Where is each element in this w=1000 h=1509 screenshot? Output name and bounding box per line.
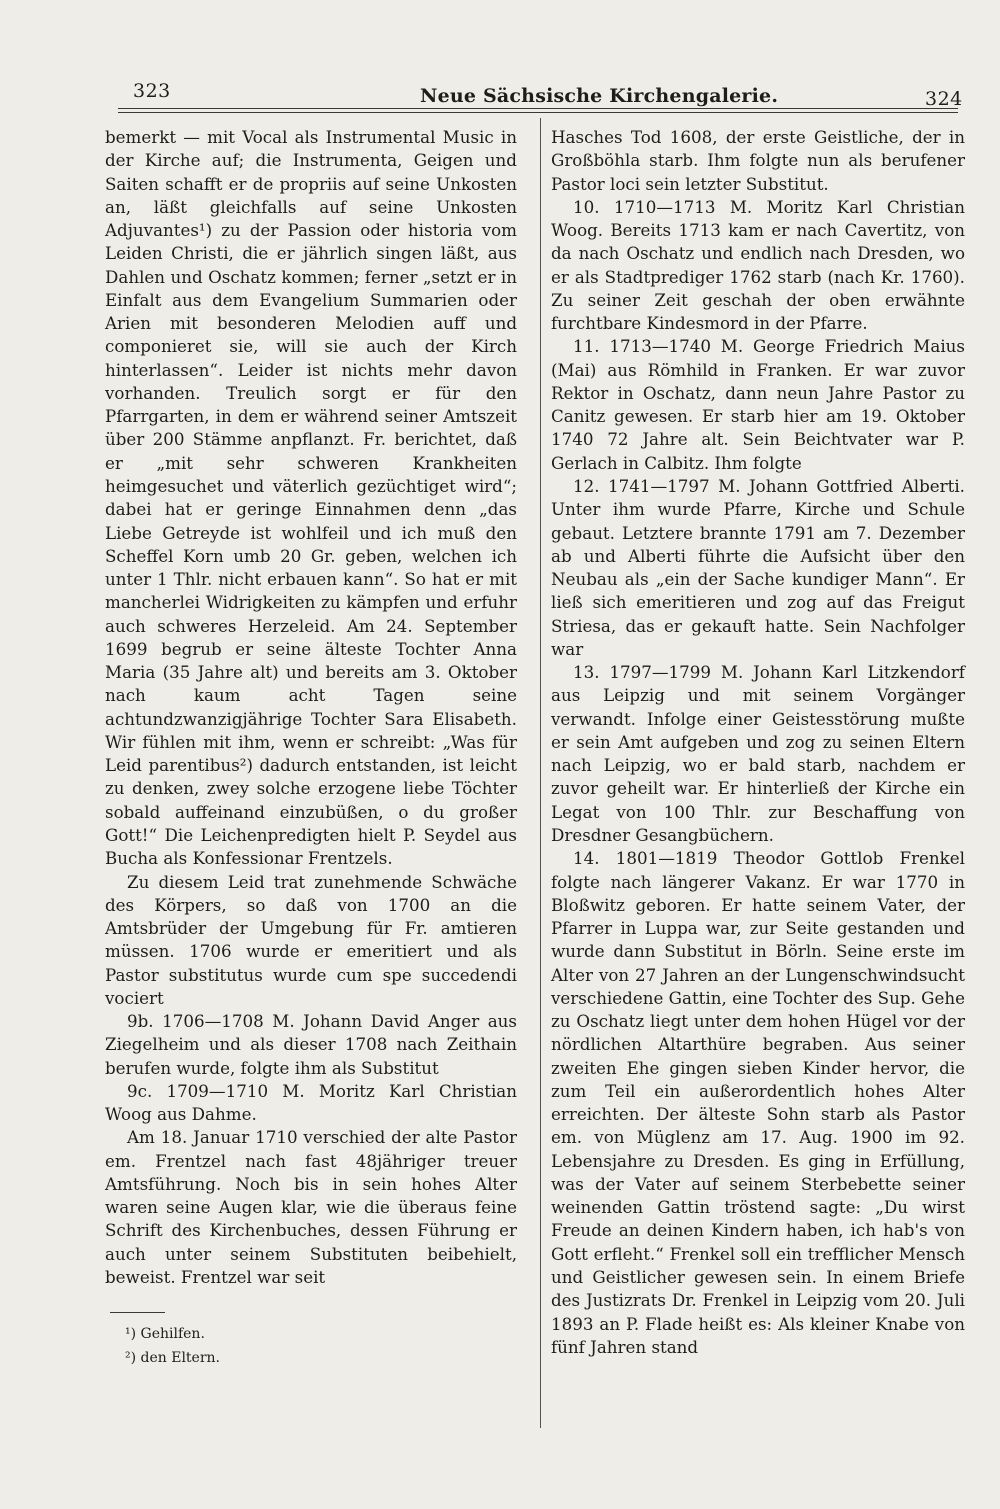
paragraph: Hasches Tod 1608, der erste Geistliche, der in Großböhla starb. Ihm folgte nun als berufener Pastor loci sein letzter Substitut. — [551, 127, 965, 194]
footnotes — [125, 1322, 220, 1370]
left-column — [105, 126, 517, 1289]
footnote: ¹) Gehilfen. — [125, 1326, 205, 1342]
header-rule-thin — [118, 112, 958, 113]
paragraph: Zu diesem Leid trat zunehmende Schwäche des Körpers, so daß von 1700 an die Amtsbrüder der Umgebung für Fr. amtieren müssen. 1706 wurde er emeritiert und als Pastor substitutus wurde cum spe succedendi vociert — [105, 871, 517, 1008]
footnote-rule — [110, 1312, 165, 1313]
page-header — [0, 0, 1000, 120]
paragraph: bemerkt — mit Vocal als Instrumental Music in der Kirche auf; die Instrumenta, Geigen und Saiten schafft er de propriis auf seine Unkosten an, läßt gleichfalls auf seine Unkosten Adjuvantes¹) zu der Passion oder historia vom Leiden Christi, die er jährlich singen läßt, aus Dahlen und Oschatz kommen; ferner „setzt er in Einfalt aus dem Evangelium Summarien oder Arien mit besonderen Melodien auff und componieret sie, will sie auch der Kirch hinterlassen“. Leider ist nichts mehr davon vorhanden. Treulich sorgt er für den Pfarrgarten, in dem er während seiner Amtszeit über 200 Stämme anpflanzt. Fr. berichtet, daß er „mit sehr schweren Krankheiten heimgesuchet und väterlich gezüchtiget wird“; dabei hat er geringe Einnahmen denn „das Liebe Getreyde ist wohlfeil und ich muß den Scheffel Korn umb 20 Gr. geben, welchen ich unter 1 Thlr. nicht erbauen kann“. So hat er mit mancherlei Widrigkeiten zu kämpfen und erfuhr auch schweres Herzeleid. Am 24. September 1699 begrub er seine älteste Tochter Anna Maria (35 Jahre alt) und bereits am 3. Oktober nach kaum acht Tagen seine achtundzwanzigjährige Tochter Sara Elisabeth. Wir fühlen mit ihm, wenn er schreibt: „Was für Leid parentibus²) dadurch entstanden, ist leicht zu denken, zwey solche erzogene liebe Töchter sobald auffeinand einzubüßen, o du großer Gott!“ Die Leichenpredigten hielt P. Seydel aus Bucha als Konfessionar Frentzels. — [105, 127, 517, 869]
right-page-number: 324 — [925, 88, 963, 110]
running-head: Neue Sächsische Kirchengalerie. — [420, 85, 779, 107]
left-page-number: 323 — [133, 80, 171, 102]
column-divider — [540, 118, 541, 1428]
paragraph: 9c. 1709—1710 M. Moritz Karl Christian Woog aus Dahme. — [105, 1080, 517, 1125]
right-column — [551, 126, 965, 1359]
paragraph: 14. 1801—1819 Theodor Gottlob Frenkel folgte nach längerer Vakanz. Er war 1770 in Bloßwitz geboren. Er hatte seinem Vater, der Pfarrer in Luppa war, zur Seite gestanden und wurde dann Substitut in Börln. Seine erste im Alter von 27 Jahren an der Lungenschwindsucht verschiedene Gattin, eine Tochter des Sup. Gehe zu Oschatz liegt unter dem hohen Hügel vor der nördlichen Altarthüre begraben. Aus seiner zweiten Ehe gingen sieben Kinder hervor, die zum Teil ein außerordentlich hohes Alter erreichten. Der älteste Sohn starb als Pastor em. von Müglenz am 17. Aug. 1900 im 92. Lebensjahre zu Dresden. Es ging in Erfüllung, was der Vater auf seinem Sterbebette seiner weinenden Gattin tröstend sagte: „Du wirst Freude an deinen Kindern haben, ich hab's von Gott erfleht.“ Frenkel soll ein trefflicher Mensch und Geistlicher gewesen sein. In einem Briefe des Justizrats Dr. Frenkel in Leipzig vom 20. Juli 1893 an P. Flade heißt es: Als kleiner Knabe von fünf Jahren stand — [551, 848, 965, 1357]
paragraph: Am 18. Januar 1710 verschied der alte Pastor em. Frentzel nach fast 48jähriger treuer Amtsführung. Noch bis in sein hohes Alter waren seine Augen klar, wie die überaus feine Schrift des Kirchenbuches, dessen Führung er auch unter seinem Substituten beibehielt, beweist. Frentzel war seit — [105, 1127, 517, 1288]
paragraph: 13. 1797—1799 M. Johann Karl Litzkendorf aus Leipzig und mit seinem Vorgänger verwandt. Infolge einer Geistesstörung mußte er sein Amt aufgeben und zog zu seinen Eltern nach Leipzig, wo er bald starb, nachdem er zuvor geheilt war. Er hinterließ der Kirche ein Legat von 100 Thlr. zur Beschaffung von Dresdner Gesangbüchern. — [551, 662, 965, 845]
header-rule — [118, 108, 958, 109]
paragraph: 9b. 1706—1708 M. Johann David Anger aus Ziegelheim und als dieser 1708 nach Zeithain berufen wurde, folgte ihm als Substitut — [105, 1011, 517, 1078]
paragraph: 10. 1710—1713 M. Moritz Karl Christian Woog. Bereits 1713 kam er nach Cavertitz, von da nach Oschatz und endlich nach Dresden, wo er als Stadtprediger 1762 starb (nach Kr. 1760). Zu seiner Zeit geschah der oben erwähnte furchtbare Kindesmord in der Pfarre. — [551, 196, 965, 334]
paragraph: 11. 1713—1740 M. George Friedrich Maius (Mai) aus Römhild in Franken. Er war zuvor Rektor in Oschatz, dann neun Jahre Pastor zu Canitz gewesen. Er starb hier am 19. Oktober 1740 72 Jahre alt. Sein Beichtvater war P. Gerlach in Calbitz. Ihm folgte — [551, 336, 965, 473]
paragraph: 12. 1741—1797 M. Johann Gottfried Alberti. Unter ihm wurde Pfarre, Kirche und Schule gebaut. Letztere brannte 1791 am 7. Dezember ab und Alberti führte die Aufsicht über den Neubau als „ein der Sache kundiger Mann“. Er ließ sich emeritieren und zog auf das Freigut Striesa, das er gekauft hatte. Sein Nachfolger war — [551, 475, 965, 659]
footnote: ²) den Eltern. — [125, 1350, 221, 1366]
